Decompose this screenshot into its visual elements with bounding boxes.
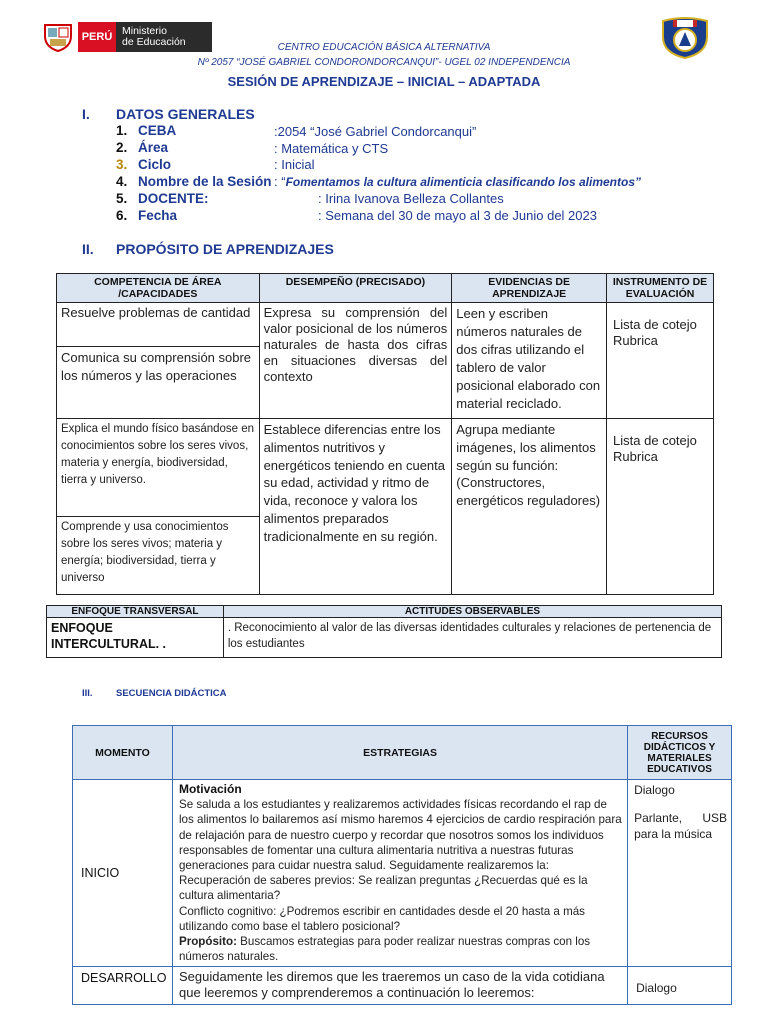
header-instrumento: INSTRUMENTO DE EVALUACIÓN bbox=[607, 274, 714, 303]
row6-number: 6. bbox=[116, 208, 128, 223]
header-line1: CENTRO EDUCACIÓN BÁSICA ALTERNATIVA bbox=[277, 42, 491, 53]
section2-number: II. bbox=[82, 241, 94, 257]
instr1-cell: Lista de cotejo Rubrica bbox=[607, 303, 714, 419]
motivacion-label: Motivación bbox=[178, 782, 242, 796]
comp1b-cell: Comunica su comprensión sobre los números y las operaciones bbox=[57, 347, 260, 419]
header-line2: Nº 2057 “JOSÉ GABRIEL CONDORONDORCANQUI”- UGEL 02 INDEPENDENCIA bbox=[197, 57, 571, 68]
row3-number: 3. bbox=[116, 157, 128, 172]
desemp2-cell: Establece diferencias entre los alimentos nutritivos y energéticos teniendo en cuenta su edad, actividad y ritmo de vida, reconoce y valora los alimentos preparados tradicionalmente en su región. bbox=[259, 419, 452, 595]
actitudes-header: ACTITUDES OBSERVABLES bbox=[223, 606, 721, 618]
row4-value bbox=[274, 174, 641, 189]
evid2-cell: Agrupa mediante imágenes, los alimentos según su función: (Constructores, energéticos reguladores) bbox=[452, 419, 607, 595]
row1-value: :2054 “José Gabriel Condorcanqui” bbox=[274, 124, 477, 139]
ministry-line1: Ministerio bbox=[122, 25, 167, 37]
row6-label: Fecha bbox=[138, 208, 178, 223]
enfoque-table bbox=[46, 605, 722, 658]
comp2b-cell: Comprende y usa conocimientos sobre los seres vivos; materia y energía; biodiversidad, tierra y universo bbox=[57, 517, 260, 595]
peru-label: PERÚ bbox=[78, 22, 116, 52]
inicio-resource-1: Dialogo bbox=[634, 783, 675, 797]
row4-value-prefix: : “ bbox=[274, 174, 286, 189]
section3-title: SECUENCIA DIDÁCTICA bbox=[116, 688, 227, 699]
desarrollo-resource: Dialogo bbox=[628, 967, 732, 1005]
row5-value: : Irina Ivanova Belleza Collantes bbox=[318, 191, 504, 206]
section1-title: DATOS GENERALES bbox=[116, 106, 255, 122]
instr2-cell: Lista de cotejo Rubrica bbox=[607, 419, 714, 595]
ministry-line2: de Educación bbox=[122, 36, 186, 48]
proposito-label: Propósito: bbox=[178, 935, 237, 949]
proposito-block bbox=[179, 934, 623, 964]
header-competencia: COMPETENCIA DE ÁREA /CAPACIDADES bbox=[57, 274, 260, 303]
section3-number: III. bbox=[82, 688, 93, 699]
document-title: SESIÓN DE APRENDIZAJE – INICIAL – ADAPTADA bbox=[227, 74, 541, 89]
desarrollo-text: Seguidamente les diremos que les traeremos un caso de la vida cotidiana que leeremos y comprenderemos a continuación lo leeremos: bbox=[172, 967, 627, 1005]
row2-label: Área bbox=[138, 140, 169, 155]
section2-title: PROPÓSITO DE APRENDIZAJES bbox=[116, 241, 334, 257]
header-estrategias: ESTRATEGIAS bbox=[172, 726, 627, 780]
motivacion-text: Se saluda a los estudiantes y realizaremos actividades físicas recordando el rap de los alimentos lo bailaremos así mismo haremos 4 ejercicios de cardio respiración para de relajación para de nuestro cuerpo y recordar que nosotros somos los individuos responsables de fomentar una cultura alimentaria nutritiva a nuestras futuras generaciones para cuidar nuestra salud. Seguidamente realizaremos la: Recuperación de saberes previos: Se realizan preguntas ¿Recuerdas qué es la cultura alimentaria? bbox=[178, 798, 622, 903]
row3-label: Ciclo bbox=[138, 157, 172, 172]
row5-label: DOCENTE: bbox=[138, 191, 209, 206]
row1-label: CEBA bbox=[138, 123, 177, 138]
inicio-label: INICIO bbox=[73, 780, 173, 967]
row2-value: : Matemática y CTS bbox=[274, 141, 389, 156]
comp1a-cell: Resuelve problemas de cantidad bbox=[57, 303, 260, 347]
conflicto-text: Conflicto cognitivo: ¿Podremos escribir en cantidades desde el 20 hasta a más utilizando como base el tablero posicional? bbox=[178, 904, 585, 933]
row1-number: 1. bbox=[116, 123, 128, 138]
desemp1-cell: Expresa su comprensión del valor posicional de los números naturales de hasta dos cifras en situaciones diversas del contexto bbox=[259, 303, 452, 419]
inicio-resource-2: Parlante, USB para la música bbox=[634, 811, 727, 841]
row4-number: 4. bbox=[116, 174, 128, 189]
header-evidencias: EVIDENCIAS DE APRENDIZAJE bbox=[452, 274, 607, 303]
enfoque-text: . Reconocimiento al valor de las diversas identidades culturales y relaciones de pertenencia de los estudiantes bbox=[223, 618, 721, 658]
enfoque-name: ENFOQUE INTERCULTURAL. . bbox=[47, 618, 224, 658]
row4-label: Nombre de la Sesión bbox=[138, 174, 272, 189]
header-momento: MOMENTO bbox=[73, 726, 173, 780]
proposito-text: Buscamos estrategias para poder realizar nuestras compras con los números naturales. bbox=[178, 935, 591, 964]
comp2a-cell: Explica el mundo físico basándose en conocimientos sobre los seres vivos, materia y energía, biodiversidad, tierra y universo. bbox=[57, 419, 260, 517]
sequence-table bbox=[72, 725, 732, 1005]
section1-number: I. bbox=[82, 106, 90, 122]
row3-value: : Inicial bbox=[274, 157, 315, 172]
inicio-resources bbox=[628, 780, 732, 967]
row6-value: : Semana del 30 de mayo al 3 de Junio del 2023 bbox=[318, 208, 597, 223]
evid1-cell: Leen y escriben números naturales de dos cifras utilizando el tablero de valor posicional elaborado con material reciclado. bbox=[452, 303, 607, 419]
inicio-strategies bbox=[172, 780, 627, 967]
row2-number: 2. bbox=[116, 140, 128, 155]
header-recursos: RECURSOS DIDÁCTICOS Y MATERIALES EDUCATIVOS bbox=[628, 726, 732, 780]
desarrollo-label: DESARROLLO bbox=[73, 967, 173, 1005]
row5-number: 5. bbox=[116, 191, 128, 206]
purpose-table bbox=[56, 273, 714, 595]
row4-session-name: Fomentamos la cultura alimenticia clasificando los alimentos” bbox=[285, 175, 641, 189]
header-desempeno: DESEMPEÑO (PRECISADO) bbox=[259, 274, 452, 303]
enfoque-header: ENFOQUE TRANSVERSAL bbox=[47, 606, 224, 618]
